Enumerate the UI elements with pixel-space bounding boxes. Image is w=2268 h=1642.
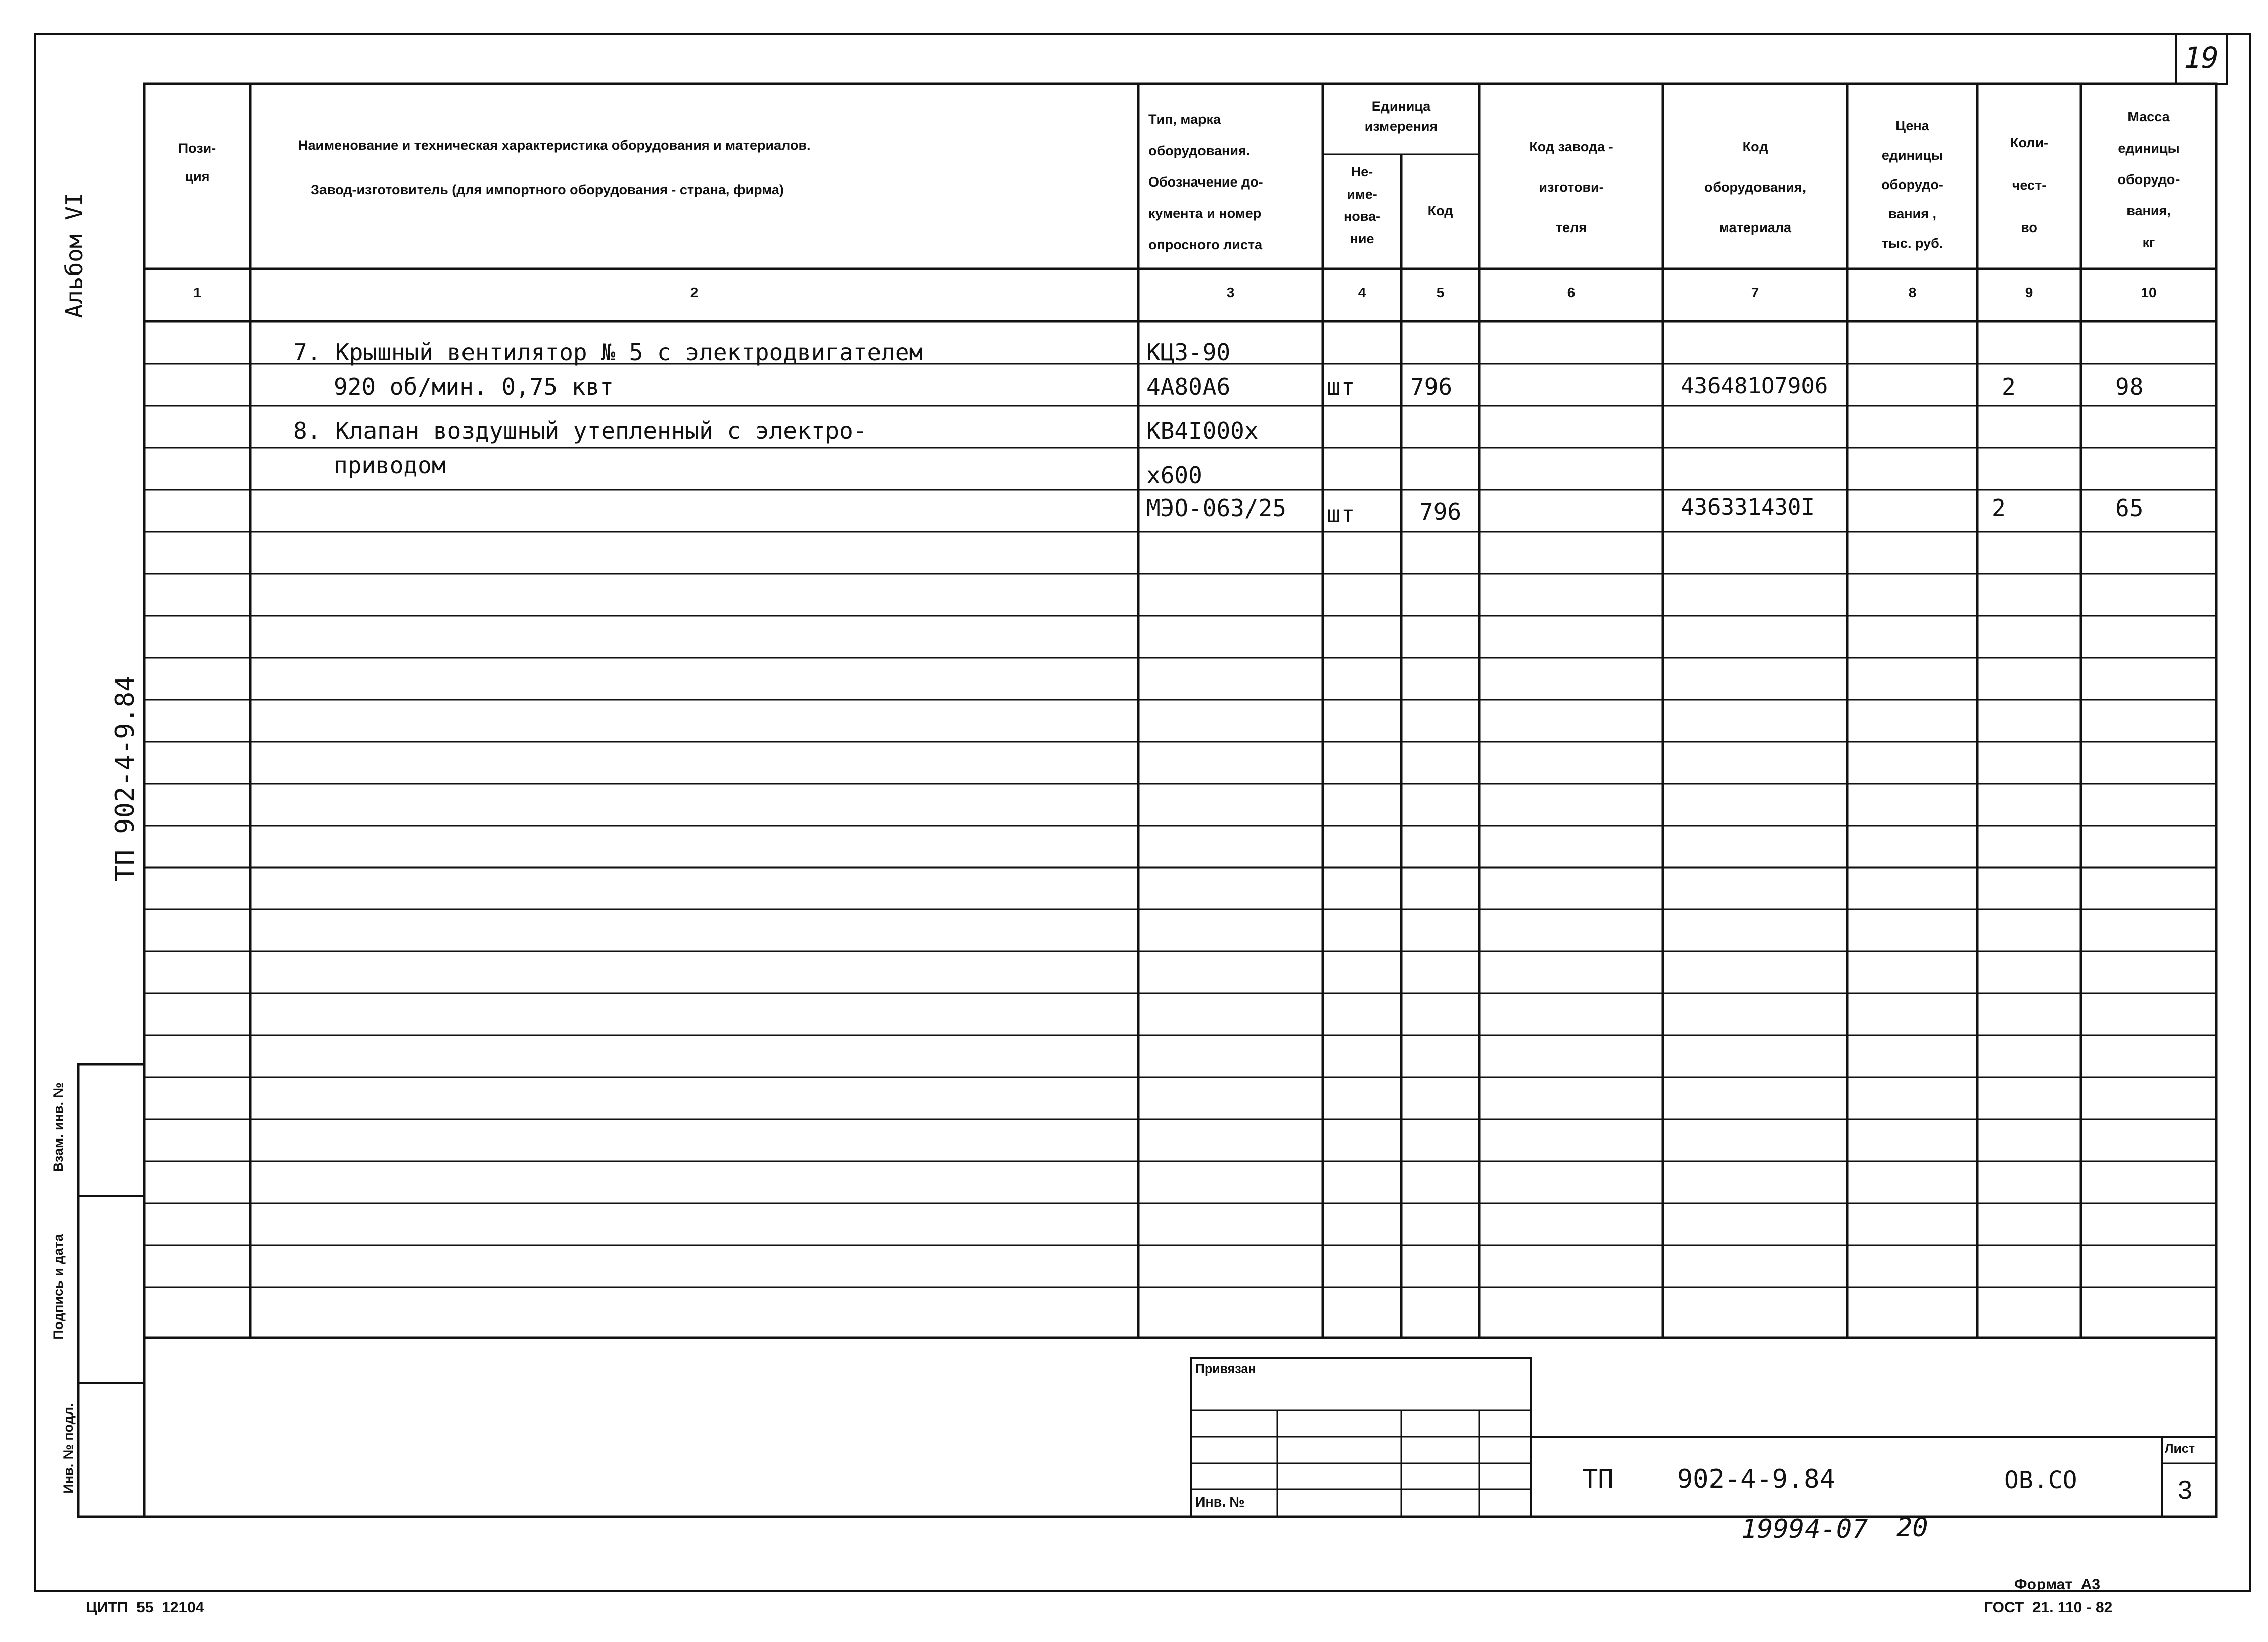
- row-3-name: 8. Клапан воздушный утепленный с электро-: [293, 417, 867, 444]
- header-equipment-code: Код оборудования, материала: [1704, 139, 1807, 235]
- header-name-line1: Завод-изготовитель (для импортного оборудования - страна, фирма): [311, 182, 784, 197]
- footer-gost: ГОСТ 21. 110 - 82: [1984, 1599, 2113, 1616]
- row-2-type: 4А80А6: [1146, 373, 1231, 400]
- stamp-podpis-data: Подпись и дата: [51, 1234, 66, 1340]
- footer-format: Формат А3: [2014, 1576, 2101, 1593]
- header-position: Пози- ция: [178, 141, 216, 184]
- row-5-mass: 65: [2115, 494, 2144, 522]
- handwritten-sheet: 20: [1896, 1513, 1928, 1543]
- col-num-1: 1: [193, 285, 201, 300]
- header-unit-name: Не- име- нова- ние: [1343, 164, 1381, 246]
- col-num-8: 8: [1908, 285, 1917, 300]
- col-num-7: 7: [1751, 285, 1760, 300]
- col-num-5: 5: [1436, 285, 1445, 300]
- row-4-type: х600: [1146, 462, 1202, 489]
- col-num-6: 6: [1567, 285, 1576, 300]
- footer-citp: ЦИТП 55 12104: [86, 1599, 204, 1616]
- list-number: 3: [2178, 1476, 2192, 1505]
- header-price: Цена единицы оборудо- вания , тыс. руб.: [1881, 118, 1943, 251]
- header-type: Тип, марка оборудования. Обозначение до- кумента и номер опросного листа: [1148, 112, 1263, 252]
- header-name-line0: Наименование и техническая характеристика оборудования и материалов.: [298, 138, 811, 153]
- stamp-inv-podl: Инв. № подл.: [61, 1403, 76, 1494]
- stamp-vzam-inv: Взам. инв. №: [51, 1082, 66, 1172]
- row-2-mass: 98: [2115, 373, 2144, 400]
- row-5-unit-code: 796: [1419, 498, 1462, 525]
- row-4-name: приводом: [334, 451, 446, 479]
- row-2-unit: шт: [1327, 373, 1355, 400]
- row-1-type: КЦ3-90: [1146, 339, 1231, 366]
- col-num-4: 4: [1358, 285, 1366, 300]
- side-project-code: ТП 902-4-9.84: [110, 675, 141, 882]
- row-2-code: 436481O7906: [1681, 373, 1828, 399]
- sheet-number: 19: [2184, 40, 2219, 75]
- header-mass: Масса единицы оборудо- вания, кг: [2117, 109, 2180, 250]
- handwritten-number: 19994-07: [1741, 1514, 1868, 1544]
- album-label: Альбом VI: [61, 192, 88, 318]
- row-2-qty: 2: [2002, 373, 2016, 400]
- header-quantity: Коли- чест- во: [2010, 135, 2049, 235]
- row-2-unit-code: 796: [1410, 373, 1453, 400]
- row-1-name: 7. Крышный вентилятор № 5 с электродвигателем: [293, 339, 923, 366]
- col-num-2: 2: [690, 285, 699, 300]
- inv-no-label: Инв. №: [1195, 1494, 1245, 1510]
- col-num-3: 3: [1226, 285, 1235, 300]
- col-num-9: 9: [2025, 285, 2033, 300]
- header-unit: Единица измерения: [1364, 99, 1438, 134]
- privyazan-label: Привязан: [1195, 1362, 1256, 1376]
- row-3-type: КВ4I000х: [1146, 417, 1259, 444]
- col-num-10: 10: [2141, 285, 2157, 300]
- stamp-doc-code: ОВ.СО: [2004, 1466, 2077, 1494]
- row-5-unit: шт: [1327, 500, 1355, 528]
- row-5-qty: 2: [1992, 494, 2006, 522]
- stamp-project-code: ТП 902-4-9.84: [1582, 1464, 1835, 1494]
- row-5-code: 436331430I: [1681, 494, 1815, 520]
- row-5-type: МЭО-063/25: [1146, 494, 1286, 522]
- header-unit-code: Код: [1427, 203, 1453, 218]
- header-plant-code: Код завода - изготови- теля: [1529, 139, 1613, 235]
- row-2-name: 920 об/мин. 0,75 квт: [334, 373, 614, 400]
- list-label: Лист: [2165, 1442, 2195, 1456]
